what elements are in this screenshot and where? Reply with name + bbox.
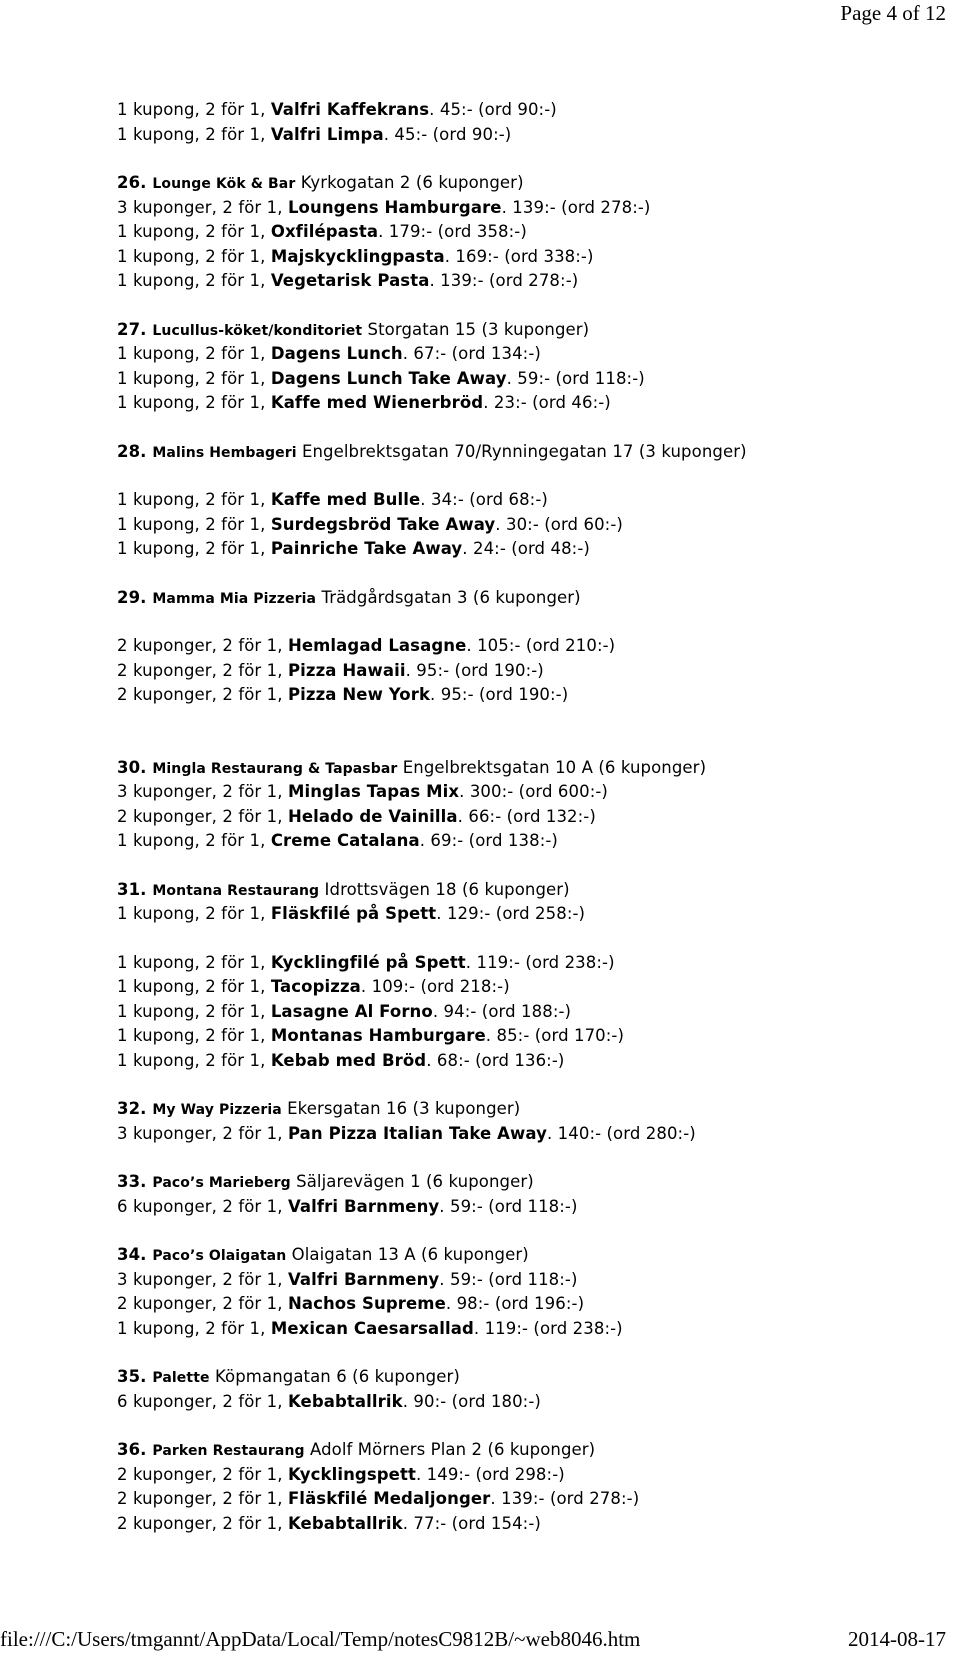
venue-address: Idrottsvägen 18 (6 kuponger) (319, 879, 570, 899)
spacer (117, 708, 947, 756)
offer-coupon-count: 1 kupong, 2 för 1, (117, 100, 271, 119)
offer-line (117, 537, 947, 562)
offer-price: . 67:- (ord 134:-) (402, 344, 541, 363)
venue-number: 29. (117, 587, 153, 607)
spacer (117, 1414, 947, 1438)
venue-name: Mamma Mia Pizzeria (152, 590, 317, 607)
spacer (117, 464, 947, 488)
venue-address: Engelbrektsgatan 10 A (6 kuponger) (397, 757, 707, 777)
page-number-header: Page 4 of 12 (840, 1, 946, 25)
venue-heading (117, 1243, 947, 1268)
offer-coupon-count: 2 kuponger, 2 för 1, (117, 636, 288, 655)
offer-line (117, 829, 947, 854)
venue-address: Trädgårdsgatan 3 (6 kuponger) (316, 587, 581, 607)
venue-name: My Way Pizzeria (152, 1102, 282, 1118)
venue-address: Säljarevägen 1 (6 kuponger) (290, 1172, 534, 1191)
offer-item: Hemlagad Lasagne (287, 636, 467, 655)
offer-line (117, 1195, 947, 1220)
offer-item: Dagens Lunch Take Away (270, 368, 507, 388)
venue-number: 36. (117, 1440, 153, 1459)
offer-item: Kebabtallrik (287, 1513, 403, 1533)
venue-number: 33. (117, 1172, 153, 1191)
offer-price: . 30:- (ord 60:-) (495, 514, 623, 534)
offer-coupon-count: 2 kuponger, 2 för 1, (117, 660, 288, 680)
venue-heading (117, 1097, 947, 1122)
venue-name: Paco’s Olaigatan (152, 1248, 287, 1264)
offer-item: Kycklingfilé på Spett (270, 952, 466, 972)
offer-line (117, 975, 947, 1000)
offer-line (117, 245, 947, 270)
venue-name: Montana Restaurang (152, 882, 320, 899)
offer-line (117, 1512, 947, 1537)
venue-number: 30. (117, 757, 153, 777)
spacer (117, 1073, 947, 1097)
spacer (117, 562, 947, 586)
offer-coupon-count: 1 kupong, 2 för 1, (117, 393, 271, 412)
offer-coupon-count: 6 kuponger, 2 för 1, (117, 1196, 288, 1216)
offer-item: Kaffe med Wienerbröd (270, 393, 484, 412)
offer-price: . 105:- (ord 210:-) (466, 636, 616, 655)
offer-coupon-count: 1 kupong, 2 för 1, (117, 539, 271, 558)
offer-price: . 98:- (ord 196:-) (445, 1294, 585, 1313)
offer-item: Valfri Kaffekrans (270, 100, 430, 119)
spacer (117, 416, 947, 440)
offer-coupon-count: 1 kupong, 2 för 1, (117, 1001, 271, 1021)
offer-coupon-count: 1 kupong, 2 för 1, (117, 368, 271, 388)
offer-price: . 45:- (ord 90:-) (383, 124, 512, 144)
offer-price: . 66:- (ord 132:-) (457, 806, 596, 826)
offer-coupon-count: 1 kupong, 2 för 1, (117, 124, 271, 144)
offer-price: . 140:- (ord 280:-) (546, 1123, 696, 1143)
offer-coupon-count: 1 kupong, 2 för 1, (117, 952, 271, 972)
offer-item: Oxfilépasta (270, 222, 379, 241)
offer-price: . 59:- (ord 118:-) (439, 1269, 578, 1289)
offer-price: . 129:- (ord 258:-) (436, 904, 586, 923)
offer-price: . 139:- (ord 278:-) (501, 197, 651, 217)
venue-heading (117, 878, 947, 903)
venue-name: Lucullus-köket/konditoriet (152, 322, 363, 339)
offer-coupon-count: 1 kupong, 2 för 1, (117, 1026, 271, 1045)
offer-item: Loungens Hamburgare (287, 197, 502, 217)
offer-price: . 139:- (ord 278:-) (429, 271, 579, 290)
footer-file-path: file:///C:/Users/tmgannt/AppData/Local/Temp/notesC9812B/~web8046.htm (0, 1627, 641, 1651)
venue-address: Adolf Mörners Plan 2 (6 kuponger) (304, 1440, 596, 1459)
offer-item: Painriche Take Away (270, 539, 463, 558)
venue-heading (117, 1170, 947, 1195)
venue-number: 34. (117, 1245, 153, 1264)
offer-item: Creme Catalana (270, 831, 420, 850)
offer-item: Kaffe med Bulle (270, 490, 421, 509)
offer-coupon-count: 1 kupong, 2 för 1, (117, 1318, 271, 1338)
offer-line (117, 1390, 947, 1415)
offer-price: . 77:- (ord 154:-) (402, 1513, 541, 1533)
offer-price: . 119:- (ord 238:-) (473, 1318, 623, 1338)
offer-price: . 95:- (ord 190:-) (405, 660, 544, 680)
offer-item: Valfri Limpa (270, 124, 384, 144)
offer-item: Surdegsbröd Take Away (270, 514, 496, 534)
offer-line (117, 659, 947, 684)
spacer (117, 147, 947, 171)
offer-item: Helado de Vainilla (287, 806, 458, 826)
offer-item: Valfri Barnmeny (287, 1269, 440, 1289)
offer-price: . 95:- (ord 190:-) (430, 685, 569, 704)
offer-line (117, 1292, 947, 1317)
offer-item: Fläskfilé på Spett (270, 904, 437, 923)
offer-price: . 34:- (ord 68:-) (420, 490, 548, 509)
offer-price: . 94:- (ord 188:-) (432, 1001, 572, 1021)
offer-price: . 90:- (ord 180:-) (402, 1391, 541, 1411)
venue-heading (117, 318, 947, 343)
offer-item: Lasagne Al Forno (270, 1001, 433, 1021)
offer-coupon-count: 2 kuponger, 2 för 1, (117, 1489, 288, 1508)
spacer (117, 854, 947, 878)
print-footer (0, 1624, 946, 1654)
spacer (117, 294, 947, 318)
offer-item: Pizza New York (287, 685, 431, 704)
offer-price: . 23:- (ord 46:-) (483, 393, 611, 412)
offer-item: Pan Pizza Italian Take Away (287, 1123, 547, 1143)
offer-item: Dagens Lunch (270, 344, 403, 363)
offer-price: . 24:- (ord 48:-) (462, 539, 590, 558)
venue-address: Köpmangatan 6 (6 kuponger) (209, 1367, 460, 1386)
venue-heading (117, 586, 947, 611)
footer-date: 2014-08-17 (848, 1627, 946, 1651)
offer-coupon-count: 1 kupong, 2 för 1, (117, 1050, 271, 1070)
offer-line (117, 269, 947, 294)
offer-item: Fläskfilé Medaljonger (287, 1489, 491, 1508)
offer-item: Nachos Supreme (287, 1294, 446, 1313)
offer-line (117, 902, 947, 927)
venue-number: 28. (117, 441, 153, 461)
venue-address: Storgatan 15 (3 kuponger) (362, 319, 590, 339)
offer-price: . 85:- (ord 170:-) (485, 1026, 625, 1045)
offer-line (117, 805, 947, 830)
spacer (117, 1341, 947, 1365)
offer-coupon-count: 1 kupong, 2 för 1, (117, 271, 271, 290)
offer-line (117, 1268, 947, 1293)
offer-line (117, 196, 947, 221)
offer-price: . 68:- (ord 136:-) (426, 1050, 565, 1070)
spacer (117, 1219, 947, 1243)
offer-item: Kebabtallrik (287, 1391, 403, 1411)
venue-number: 31. (117, 879, 153, 899)
offer-line (117, 220, 947, 245)
venue-name: Palette (152, 1370, 210, 1386)
venue-address: Engelbrektsgatan 70/Rynningegatan 17 (3 kuponger) (296, 441, 747, 461)
offer-line (117, 98, 947, 123)
spacer (117, 927, 947, 951)
coupon-list (117, 98, 947, 1536)
offer-line (117, 123, 947, 148)
offer-item: Minglas Tapas Mix (287, 782, 460, 801)
venue-number: 26. (117, 173, 153, 192)
offer-coupon-count: 2 kuponger, 2 för 1, (117, 685, 288, 704)
venue-address: Ekersgatan 16 (3 kuponger) (281, 1099, 521, 1118)
offer-coupon-count: 2 kuponger, 2 för 1, (117, 1513, 288, 1533)
offer-item: Kebab med Bröd (270, 1050, 427, 1070)
offer-coupon-count: 3 kuponger, 2 för 1, (117, 782, 288, 801)
offer-line (117, 634, 947, 659)
offer-coupon-count: 2 kuponger, 2 för 1, (117, 1464, 288, 1484)
offer-line (117, 488, 947, 513)
venue-number: 35. (117, 1367, 153, 1386)
offer-price: . 59:- (ord 118:-) (506, 368, 645, 388)
offer-line (117, 1317, 947, 1342)
offer-coupon-count: 1 kupong, 2 för 1, (117, 831, 271, 850)
offer-item: Pizza Hawaii (287, 660, 406, 680)
offer-price: . 179:- (ord 358:-) (378, 222, 527, 241)
offer-coupon-count: 2 kuponger, 2 för 1, (117, 1294, 288, 1313)
venue-address: Olaigatan 13 A (6 kuponger) (286, 1245, 529, 1264)
offer-price: . 300:- (ord 600:-) (459, 782, 608, 801)
offer-item: Majskycklingpasta (270, 246, 445, 266)
venue-name: Malins Hembageri (152, 444, 297, 461)
venue-name: Mingla Restaurang & Tapasbar (152, 760, 398, 777)
offer-line (117, 951, 947, 976)
venue-heading (117, 1438, 947, 1463)
offer-price: . 59:- (ord 118:-) (439, 1196, 578, 1216)
offer-line (117, 342, 947, 367)
offer-coupon-count: 1 kupong, 2 för 1, (117, 222, 271, 241)
venue-name: Parken Restaurang (152, 1443, 305, 1459)
offer-coupon-count: 1 kupong, 2 för 1, (117, 344, 271, 363)
venue-number: 32. (117, 1099, 153, 1118)
venue-heading (117, 440, 947, 465)
offer-coupon-count: 1 kupong, 2 för 1, (117, 490, 271, 509)
offer-line (117, 1024, 947, 1049)
offer-coupon-count: 1 kupong, 2 för 1, (117, 977, 271, 996)
offer-price: . 149:- (ord 298:-) (415, 1464, 565, 1484)
venue-name: Paco’s Marieberg (152, 1175, 291, 1191)
offer-line (117, 1487, 947, 1512)
offer-line (117, 1463, 947, 1488)
offer-item: Valfri Barnmeny (287, 1196, 440, 1216)
venue-heading (117, 171, 947, 196)
offer-coupon-count: 1 kupong, 2 för 1, (117, 904, 271, 923)
offer-line (117, 683, 947, 708)
spacer (117, 1146, 947, 1170)
offer-price: . 109:- (ord 218:-) (360, 977, 510, 996)
venue-address: Kyrkogatan 2 (6 kuponger) (295, 173, 524, 192)
venue-heading (117, 1365, 947, 1390)
offer-line (117, 780, 947, 805)
venue-heading (117, 756, 947, 781)
offer-line (117, 391, 947, 416)
offer-item: Tacopizza (270, 977, 361, 996)
spacer (117, 610, 947, 634)
offer-line (117, 1000, 947, 1025)
offer-coupon-count: 2 kuponger, 2 för 1, (117, 806, 288, 826)
offer-price: . 119:- (ord 238:-) (465, 952, 615, 972)
offer-line (117, 1049, 947, 1074)
offer-coupon-count: 1 kupong, 2 för 1, (117, 514, 271, 534)
offer-coupon-count: 3 kuponger, 2 för 1, (117, 1269, 288, 1289)
offer-item: Montanas Hamburgare (270, 1026, 486, 1045)
offer-coupon-count: 1 kupong, 2 för 1, (117, 246, 271, 266)
offer-coupon-count: 6 kuponger, 2 för 1, (117, 1391, 288, 1411)
offer-item: Vegetarisk Pasta (270, 271, 430, 290)
offer-item: Kycklingspett (287, 1464, 416, 1484)
venue-name: Lounge Kök & Bar (152, 176, 296, 192)
offer-line (117, 367, 947, 392)
offer-coupon-count: 3 kuponger, 2 för 1, (117, 1123, 288, 1143)
offer-coupon-count: 3 kuponger, 2 för 1, (117, 197, 288, 217)
venue-number: 27. (117, 319, 153, 339)
offer-item: Mexican Caesarsallad (270, 1318, 474, 1338)
offer-price: . 69:- (ord 138:-) (419, 831, 558, 850)
offer-price: . 139:- (ord 278:-) (490, 1489, 640, 1508)
offer-price: . 169:- (ord 338:-) (444, 246, 594, 266)
offer-line (117, 513, 947, 538)
offer-line (117, 1122, 947, 1147)
offer-price: . 45:- (ord 90:-) (429, 100, 557, 119)
